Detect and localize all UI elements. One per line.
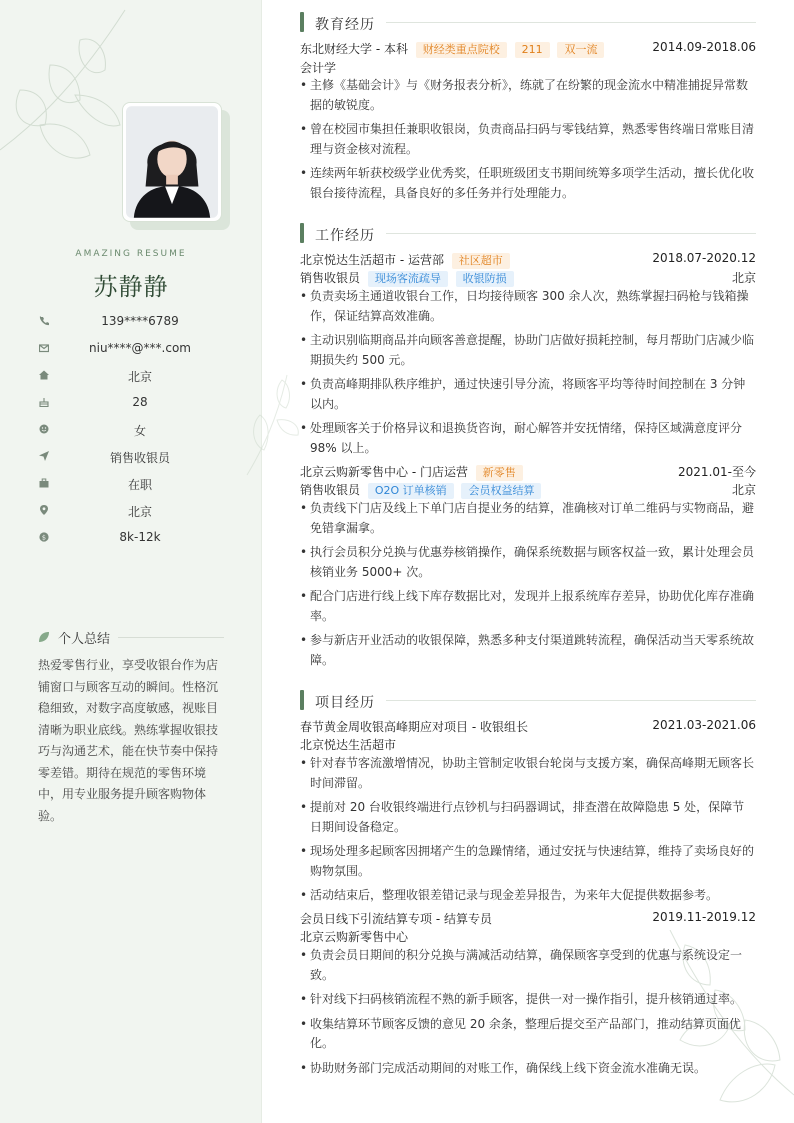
contact-home: [0, 365, 262, 392]
projects-title: 项目经历: [315, 695, 375, 711]
resume-tagline: AMAZING RESUME: [75, 249, 187, 259]
role-tag: 收银防损: [456, 271, 514, 287]
list-item: • 负责会员日期间的积分兑换与满减活动结算，确保顾客享受到的优惠与系统设定一致。: [300, 946, 756, 985]
job-header-row: [300, 463, 756, 481]
list-item: • 主修《基础会计》与《财务报表分析》，练就了在纷繁的现金流水中精准捕捉异常数据的敏锐度。: [300, 76, 756, 115]
project-date: 2019.11-2019.12: [652, 910, 756, 924]
list-item: • 处理顾客关于价格异议和退换货咨询，耐心解答并安抚情绪，保持区域满意度评分 98% 以上。: [300, 419, 756, 458]
job-bullets: [300, 499, 756, 675]
job-role-row: [300, 481, 756, 499]
contact-email: [0, 338, 262, 365]
project-header-row: [300, 718, 756, 736]
job-city: 北京: [731, 483, 756, 497]
email-value: niu****@***.com: [89, 341, 191, 355]
list-item: • 负责线下门店及线上下单门店自提业务的结算，准确核对订单二维码与实物商品，避免错拿漏拿。: [300, 499, 756, 538]
major: 会计学: [300, 61, 337, 75]
list-item: • 主动识别临期商品并向顾客善意提醒，协助门店做好损耗控制，每月帮助门店减少临期损失约 500 元。: [300, 331, 756, 370]
summary-text: 热爱零售行业，享受收银台作为店铺窗口与顾客互动的瞬间。性格沉稳细致，对数字高度敏感，视账目清晰为职业底线。熟练掌握收银技巧与沟通艺术，能在快节奏中保持零差错。期待在规范的零售环境中，用专业服务提升顾客购物体验。: [38, 658, 219, 823]
job-bullets: [300, 287, 756, 463]
salary-value: 8k-12k: [119, 530, 161, 544]
education-major-row: [300, 59, 756, 77]
leaf-sprig-decoration-icon: [242, 370, 302, 480]
job-date: 2021.01-至今: [678, 465, 756, 479]
gender-value: 女: [133, 424, 146, 438]
education-title: 教育经历: [315, 17, 375, 33]
leaf-icon: [38, 631, 50, 643]
school-name: 东北财经大学 - 本科: [300, 42, 408, 56]
profile-photo: [122, 102, 222, 222]
education-date: 2014.09-2018.06: [652, 40, 756, 54]
project-name: 春节黄金周收银高峰期应对项目 - 收银组长: [300, 720, 528, 734]
age-value: 28: [132, 395, 148, 409]
contact-gender: [0, 419, 262, 446]
list-item: • 协助财务部门完成活动期间的对账工作，确保线上线下资金流水准确无误。: [300, 1059, 756, 1079]
list-item: • 针对春节客流激增情况，协助主管制定收银台轮岗与支援方案，确保高峰期无顾客长时间滞留。: [300, 754, 756, 793]
project-org-row: [300, 928, 756, 946]
education-header-row: [300, 40, 756, 58]
section-accent-bar: [300, 223, 304, 243]
section-divider: [386, 233, 756, 234]
section-accent-bar: [300, 690, 304, 710]
summary-heading: [38, 628, 224, 646]
summary-divider: [118, 637, 224, 638]
section-divider: [386, 22, 756, 23]
role-tag: 现场客流疏导: [368, 271, 448, 287]
project-bullets: [300, 946, 756, 1083]
work-title: 工作经历: [315, 228, 375, 244]
status-value: 在职: [127, 478, 152, 492]
contact-position: [0, 446, 262, 473]
school-tag: 双一流: [557, 42, 604, 58]
education-bullets: [300, 76, 756, 208]
company-name: 北京悦达生活超市 - 运营部: [300, 253, 444, 267]
company-tag: 新零售: [476, 465, 523, 481]
list-item: • 针对线下扫码核销流程不熟的新手顾客，提供一对一操作指引，提升核销通过率。: [300, 990, 756, 1010]
contact-salary: [0, 527, 262, 554]
list-item: • 参与新店开业活动的收银保障，熟悉多种支付渠道跳转流程，确保活动当天零系统故障。: [300, 631, 756, 670]
contact-phone: [0, 311, 262, 338]
sidebar: [0, 0, 262, 1123]
list-item: • 负责卖场主通道收银台工作，日均接待顾客 300 余人次，熟练掌握扫码枪与钱箱操作，保证结算高效准确。: [300, 287, 756, 326]
contact-status: [0, 473, 262, 500]
project-bullets: [300, 754, 756, 911]
project-date: 2021.03-2021.06: [652, 718, 756, 732]
list-item: • 曾在校园市集担任兼职收银岗，负责商品扫码与零钱结算，熟悉零售终端日常账目清理与资金核对流程。: [300, 120, 756, 159]
list-item: • 连续两年斩获校级学业优秀奖，任职班级团支书期间统筹多项学生活动，擅长优化收银台接待流程，具备良好的多任务并行处理能力。: [300, 164, 756, 203]
job-role-row: [300, 269, 756, 287]
projects-section-heading: [300, 690, 756, 710]
project-org: 北京悦达生活超市: [300, 738, 397, 752]
company-tag: 社区超市: [452, 253, 510, 269]
education-section-heading: [300, 12, 756, 32]
contact-location: [0, 500, 262, 527]
project-name: 会员日线下引流结算专项 - 结算专员: [300, 912, 492, 926]
candidate-name: 苏静静: [93, 273, 169, 301]
list-item: • 负责高峰期排队秩序维护，通过快速引导分流，将顾客平均等待时间控制在 3 分钟以内。: [300, 375, 756, 414]
list-item: • 执行会员积分兑换与优惠券核销操作，确保系统数据与顾客权益一致，累计处理会员核销业务 5000+ 次。: [300, 543, 756, 582]
school-tag: 211: [515, 42, 550, 58]
school-tag: 财经类重点院校: [416, 42, 507, 58]
section-accent-bar: [300, 12, 304, 32]
project-org-row: [300, 736, 756, 754]
work-section-heading: [300, 223, 756, 243]
role-tag: 会员权益结算: [461, 483, 541, 499]
portrait-icon: [126, 106, 218, 218]
list-item: • 收集结算环节顾客反馈的意见 20 余条，整理后提交至产品部门，推动结算页面优化。: [300, 1015, 756, 1054]
position-value: 销售收银员: [109, 451, 170, 465]
job-header-row: [300, 251, 756, 269]
svg-text:$: $: [41, 533, 47, 542]
list-item: • 提前对 20 台收银终端进行点钞机与扫码器调试，排查潜在故障隐患 5 处，保障节日期间设备稳定。: [300, 798, 756, 837]
contact-list: [0, 311, 262, 554]
job-city: 北京: [731, 271, 756, 285]
contact-age: [0, 392, 262, 419]
role-tag: O2O 订单核销: [368, 483, 454, 499]
location-value: 北京: [127, 505, 152, 519]
job-role: 销售收银员: [300, 483, 361, 497]
summary-title: 个人总结: [58, 632, 111, 647]
phone-value: 139****6789: [101, 314, 179, 328]
project-org: 北京云购新零售中心: [300, 930, 409, 944]
job-role: 销售收银员: [300, 271, 361, 285]
list-item: • 现场处理多起顾客因拥堵产生的急躁情绪，通过安抚与快速结算，维持了卖场良好的购物氛围。: [300, 842, 756, 881]
list-item: • 配合门店进行线上线下库存数据比对，发现并上报系统库存差异，协助优化库存准确率。: [300, 587, 756, 626]
company-name: 北京云购新零售中心 - 门店运营: [300, 465, 468, 479]
avatar: [122, 102, 222, 222]
project-header-row: [300, 910, 756, 928]
list-item: • 活动结束后，整理收银差错记录与现金差异报告，为来年大促提供数据参考。: [300, 886, 756, 906]
home-value: 北京: [127, 370, 152, 384]
section-divider: [386, 700, 756, 701]
job-date: 2018.07-2020.12: [652, 251, 756, 265]
